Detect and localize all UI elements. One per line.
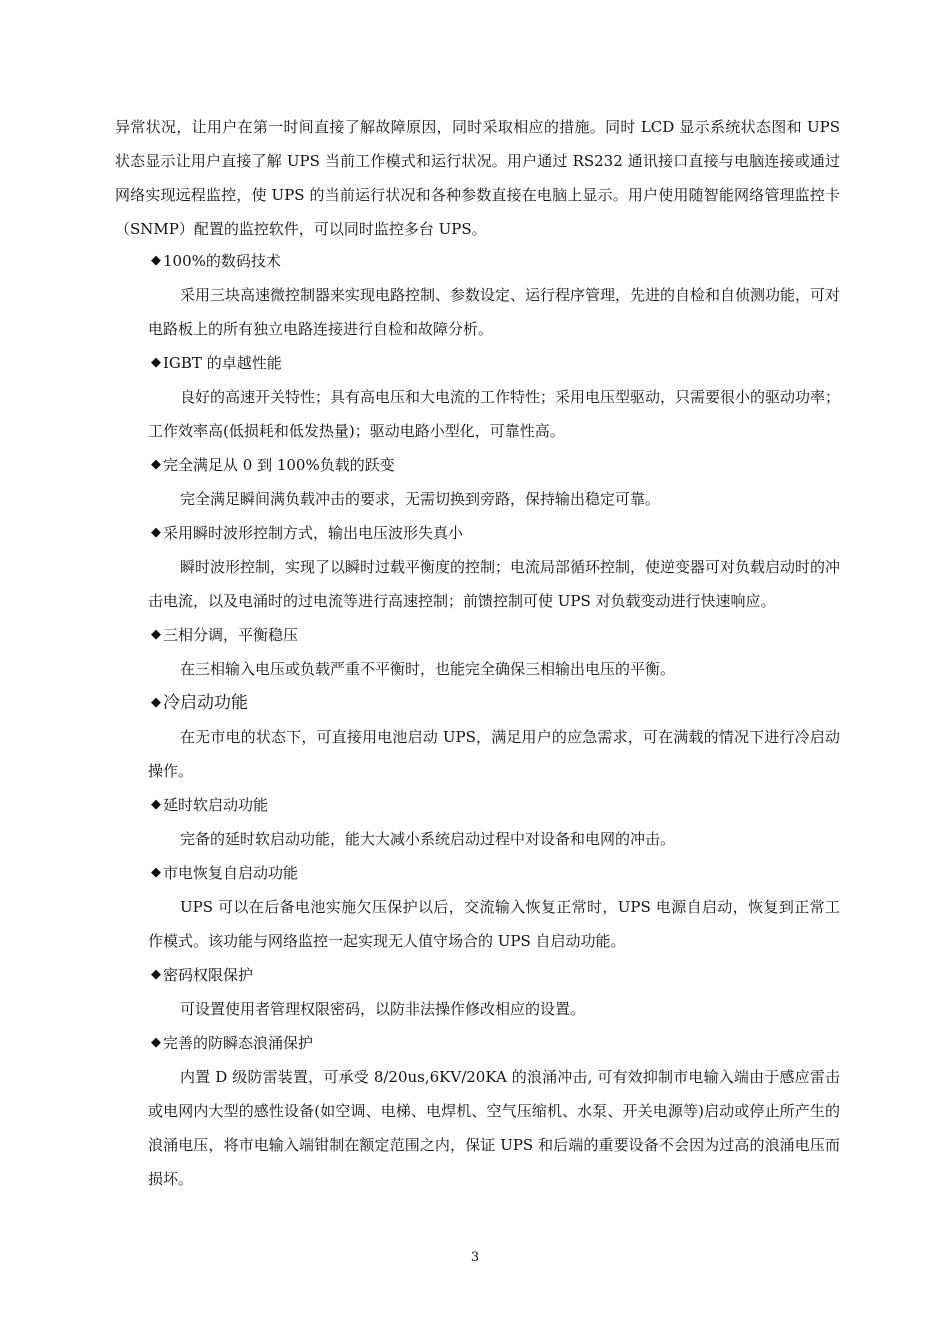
feature-heading <box>151 686 840 720</box>
feature-section <box>115 1026 840 1196</box>
feature-heading <box>151 516 840 550</box>
feature-heading-text: 三相分调，平衡稳压 <box>163 626 299 644</box>
feature-heading <box>151 856 840 890</box>
feature-heading-text: IGBT 的卓越性能 <box>163 354 282 372</box>
feature-body: 完全满足瞬间满负载冲击的要求，无需切换到旁路，保持输出稳定可靠。 <box>180 490 661 508</box>
feature-heading-text: 密码权限保护 <box>163 966 254 984</box>
feature-body: UPS 可以在后备电池实施欠压保护以后，交流输入恢复正常时，UPS 电源自启动，恢复到正常工作模式。该功能与网络监控一起实现无人值守场合的 UPS 自启动功能。 <box>148 898 840 950</box>
diamond-bullet-icon: ◆ <box>151 1035 161 1050</box>
diamond-bullet-icon: ◆ <box>151 797 161 812</box>
feature-body: 可设置使用者管理权限密码，以防非法操作修改相应的设置。 <box>180 1000 586 1018</box>
page-number: 3 <box>470 1250 480 1265</box>
diamond-bullet-icon: ◆ <box>151 627 161 642</box>
feature-section <box>115 618 840 686</box>
feature-body: 在三相输入电压或负载严重不平衡时，也能完全确保三相输出电压的平衡。 <box>180 660 676 678</box>
diamond-bullet-icon: ◆ <box>151 967 161 982</box>
feature-heading <box>151 244 840 278</box>
feature-body: 内置 D 级防雷装置，可承受 8/20us,6KV/20KA 的浪涌冲击, 可有效抑制市电输入端由于感应雷击或电网内大型的感性设备(如空调、电梯、电焊机、空气压缩机、水泵、开关电源等)启动或停止所产生的浪涌电压，将市电输入端钳制在额定范围之内，保证 UPS 和后端的重要设备不会因为过高的浪涌电压而损坏。 <box>148 1068 840 1188</box>
feature-section <box>115 448 840 516</box>
feature-body: 良好的高速开关特性；具有高电压和大电流的工作特性；采用电压型驱动，只需要很小的驱动功率；工作效率高(低损耗和低发热量)；驱动电路小型化，可靠性高。 <box>148 388 841 440</box>
feature-heading-text: 延时软启动功能 <box>163 796 269 814</box>
feature-heading <box>151 1026 840 1060</box>
intro-paragraph: 异常状况，让用户在第一时间直接了解故障原因，同时采取相应的措施。同时 LCD 显示系统状态图和 UPS 状态显示让用户直接了解 UPS 当前工作模式和运行状况。用户通过 RS232 通讯接口直接与电脑连接或通过网络实现远程监控，使 UPS 的当前运行状况和各种参数直接在电脑上显示。用户使用随智能网络管理监控卡（SNMP）配置的监控软件，可以同时监控多台 UPS。 <box>115 118 840 238</box>
feature-section <box>115 244 840 346</box>
diamond-bullet-icon: ◆ <box>151 253 161 268</box>
feature-section <box>115 958 840 1026</box>
feature-heading-text: 采用瞬时波形控制方式，输出电压波形失真小 <box>163 524 464 542</box>
feature-heading <box>151 958 840 992</box>
feature-heading-text: 完善的防瞬态浪涌保护 <box>163 1034 314 1052</box>
feature-heading <box>151 618 840 652</box>
diamond-bullet-icon: ◆ <box>151 457 161 472</box>
feature-sections <box>115 244 840 1196</box>
diamond-bullet-icon: ◆ <box>151 355 161 370</box>
feature-heading-text: 冷启动功能 <box>163 693 248 713</box>
diamond-bullet-icon: ◆ <box>151 695 161 710</box>
diamond-bullet-icon: ◆ <box>151 525 161 540</box>
feature-section <box>115 346 840 448</box>
feature-heading-text: 完全满足从 0 到 100%负载的跃变 <box>163 456 395 474</box>
diamond-bullet-icon: ◆ <box>151 865 161 880</box>
feature-heading <box>151 788 840 822</box>
feature-section <box>115 856 840 958</box>
feature-section <box>115 516 840 618</box>
feature-section <box>115 686 840 788</box>
feature-body: 采用三块高速微控制器来实现电路控制、参数设定、运行程序管理，先进的自检和自侦测功能，可对电路板上的所有独立电路连接进行自检和故障分析。 <box>148 286 841 338</box>
feature-section <box>115 788 840 856</box>
feature-heading-text: 市电恢复自启动功能 <box>163 864 299 882</box>
feature-body: 完备的延时软启动功能，能大大减小系统启动过程中对设备和电网的冲击。 <box>180 830 676 848</box>
feature-body: 瞬时波形控制，实现了以瞬时过载平衡度的控制；电流局部循环控制，使逆变器可对负载启动时的冲击电流，以及电涌时的过电流等进行高速控制；前馈控制可使 UPS 对负载变动进行快速响应。 <box>148 558 841 610</box>
feature-body: 在无市电的状态下，可直接用电池启动 UPS，满足用户的应急需求，可在满载的情况下进行冷启动操作。 <box>148 728 840 780</box>
feature-heading-text: 100%的数码技术 <box>163 252 281 270</box>
feature-heading <box>151 448 840 482</box>
feature-heading <box>151 346 840 380</box>
